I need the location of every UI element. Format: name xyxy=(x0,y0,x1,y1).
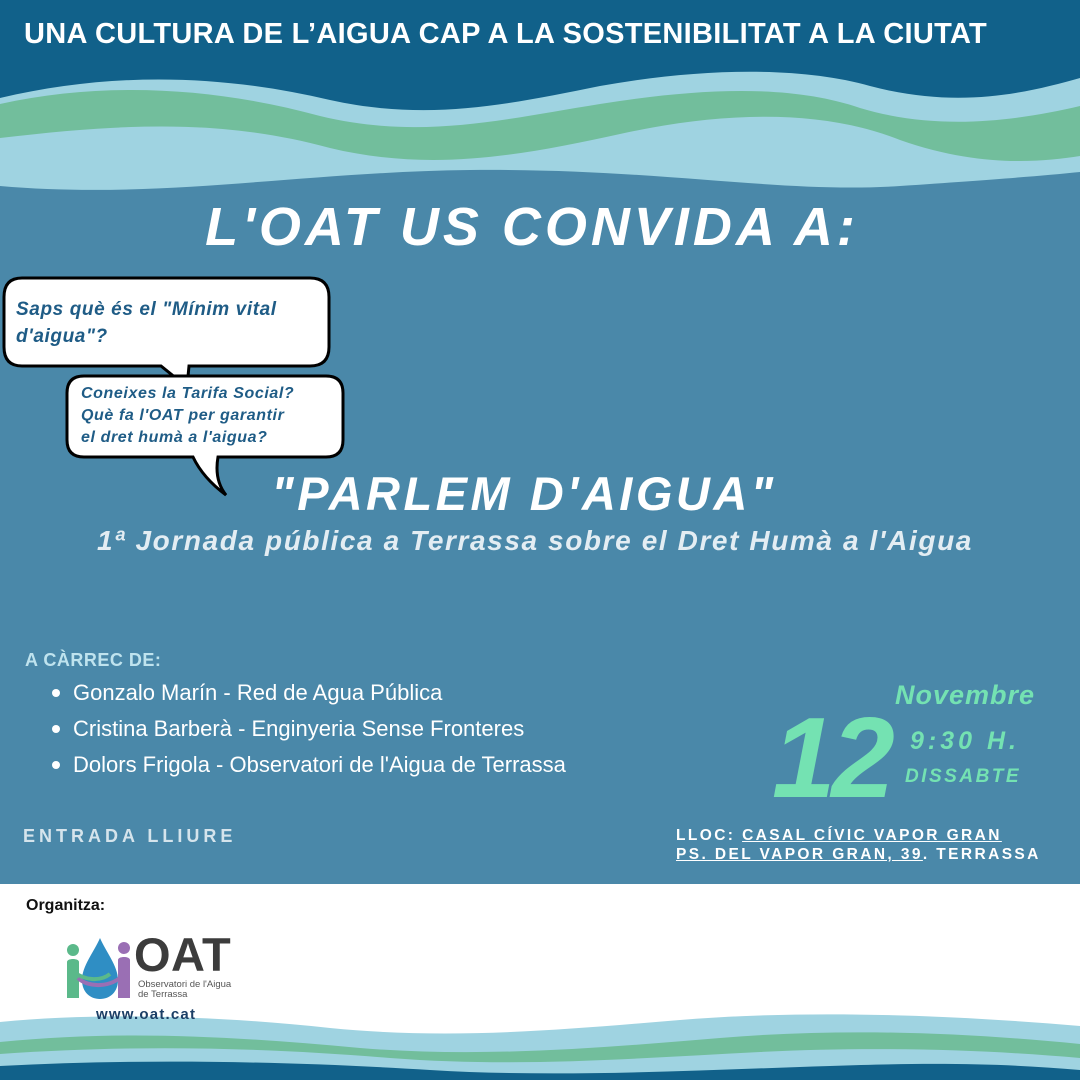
speaker-item xyxy=(50,713,566,749)
speakers-heading: A CÀRREC DE: xyxy=(25,650,162,670)
bullet-dot-icon xyxy=(52,689,60,697)
bubble-1-text xyxy=(16,296,316,350)
date-day: 12 xyxy=(772,695,891,822)
banner-title: UNA CULTURA DE L’AIGUA CAP A LA SOSTENIBILITAT A LA CIUTAT xyxy=(24,18,988,50)
free-entry-label: ENTRADA LLIURE xyxy=(23,826,237,846)
bullet-dot-icon xyxy=(52,725,60,733)
organizer-label: Organitza: xyxy=(26,897,106,914)
bubble-2-text xyxy=(81,383,341,449)
event-subtitle: 1ª Jornada pública a Terrassa sobre el Dret Humà a l'Aigua xyxy=(97,525,973,556)
venue-name-link[interactable]: CASAL CÍVIC VAPOR GRAN xyxy=(742,827,1002,844)
speaker-item xyxy=(50,749,566,785)
event-title: "PARLEM D'AIGUA" xyxy=(271,467,777,520)
logo-subtitle-line-1: Observatori de l'Aigua xyxy=(138,979,232,990)
event-time: 9:30 H. xyxy=(910,727,1020,755)
bubble-2-line-3: el dret humà a l'aigua? xyxy=(81,429,268,446)
event-weekday: DISSABTE xyxy=(905,766,1022,787)
venue-address-link[interactable]: PS. DEL VAPOR GRAN, 39 xyxy=(676,846,923,863)
website-link[interactable]: www.oat.cat xyxy=(96,1006,197,1023)
speakers-list xyxy=(50,677,566,785)
venue-label: LLOC: xyxy=(676,827,743,844)
logo-subtitle-line-2: de Terrassa xyxy=(138,989,188,1000)
oat-logo-mark-icon xyxy=(64,936,134,1002)
invitation-headline: L'OAT US CONVIDA A: xyxy=(205,197,859,257)
bubble-2-line-2: Què fa l'OAT per garantir xyxy=(81,407,285,424)
venue-line-1 xyxy=(676,827,1002,845)
logo-subtitle xyxy=(138,980,278,1000)
speaker-text: Cristina Barberà - Enginyeria Sense Fronteres xyxy=(73,716,525,741)
speaker-text: Dolors Frigola - Observatori de l'Aigua de Terrassa xyxy=(73,752,566,777)
venue-line-2 xyxy=(676,846,1041,864)
venue-city: . TERRASSA xyxy=(922,846,1041,863)
bubble-2-line-1: Coneixes la Tarifa Social? xyxy=(81,385,295,402)
bubble-1-line-2: d'aigua"? xyxy=(16,326,108,347)
bullet-dot-icon xyxy=(52,761,60,769)
speaker-text: Gonzalo Marín - Red de Agua Pública xyxy=(73,680,443,705)
logo-title: OAT xyxy=(134,928,232,981)
date-month: Novembre xyxy=(895,680,1036,710)
bubble-1-line-1: Saps què és el "Mínim vital xyxy=(16,299,277,320)
speaker-item xyxy=(50,677,566,713)
